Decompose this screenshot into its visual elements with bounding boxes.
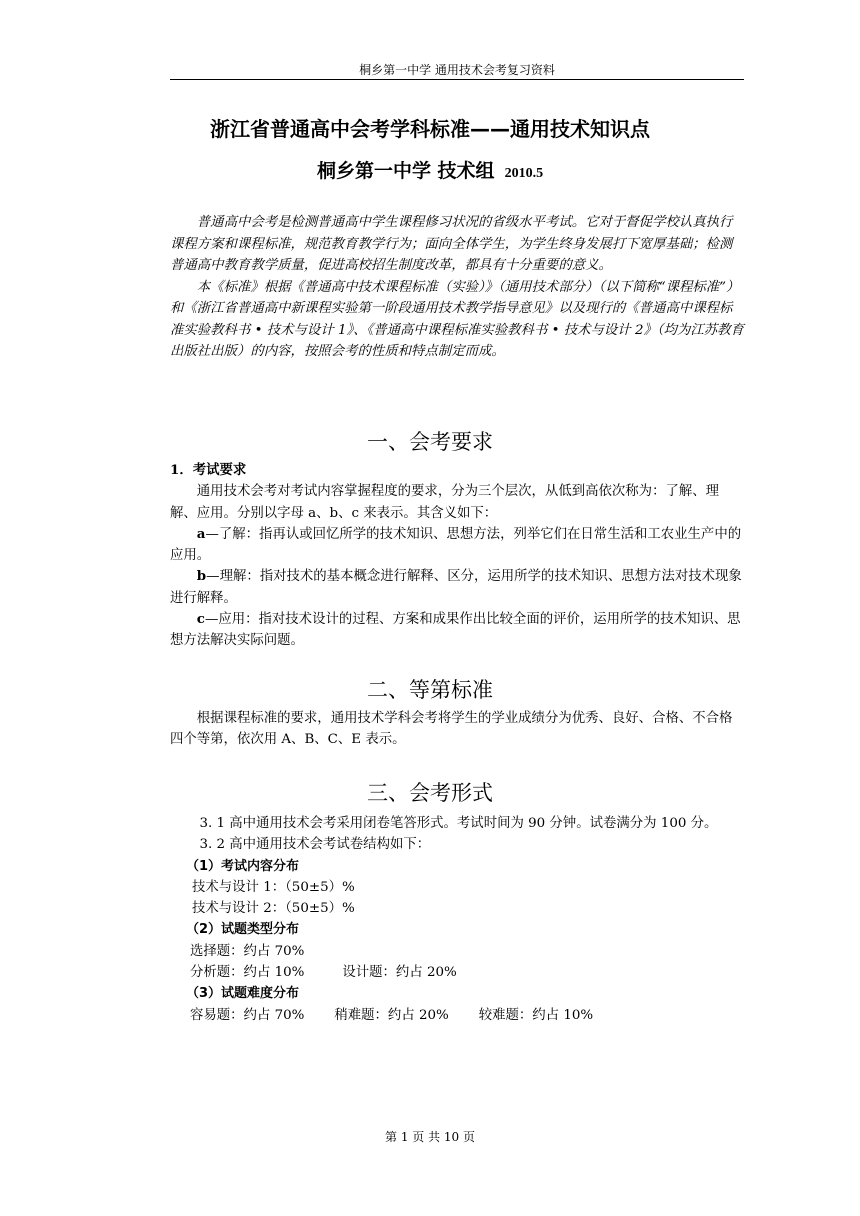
level-a-item	[170, 524, 744, 567]
analysis-design-ratio-row	[170, 962, 744, 983]
level-b-text: —理解：指对技术的基本概念进行解释、区分，运用所学的技术知识、思想方法对技术现象进行解释。	[170, 569, 742, 606]
choice-question-ratio: 选择题：约占 70%	[190, 943, 305, 959]
exam-form-paragraph: 3. 1 高中通用技术会考采用闭卷笔答形式。考试时间为 90 分钟。试卷满分为 100 分。	[199, 816, 718, 831]
paper-structure-paragraph: 3. 2 高中通用技术会考试卷结构如下：	[199, 837, 431, 853]
page-header: 桐乡第一中学 通用技术会考复习资料	[170, 62, 744, 80]
question-type-heading: （2）试题类型分布	[186, 922, 300, 938]
section-2-body	[170, 708, 744, 751]
analysis-question-ratio: 分析题：约占 10%	[190, 965, 305, 981]
grading-paragraph: 根据课程标准的要求，通用技术学科会考将学生的学业成绩分为优秀、良好、合格、不合格四个等第，依次用 A、B、C、E 表示。	[170, 711, 733, 748]
level-a-label: a	[196, 525, 206, 542]
level-b-label: b	[196, 568, 207, 585]
design-2-ratio: 技术与设计 2：（50±5）%	[192, 901, 355, 917]
content-distribution-heading: （1）考试内容分布	[186, 858, 300, 874]
intro-paragraph-1: 普通高中会考是检测普通高中学生课程修习状况的省级水平考试。它对于督促学校认真执行课程方案和课程标准，规范教育教学行为；面向全体学生，为学生终身发展打下宽厚基础；检测普通高中教育教学质量，促进高校招生制度改革，都具有十分重要的意义。	[170, 215, 733, 273]
level-c-text: —应用：指对技术设计的过程、方案和成果作出比较全面的评价，运用所学的技术知识、思想方法解决实际问题。	[170, 612, 741, 649]
difficulty-ratio-row	[170, 1005, 744, 1026]
easy-question-ratio: 容易题：约占 70%	[190, 1007, 305, 1023]
page-footer: 第 1 页 共 10 页	[385, 1130, 475, 1144]
section-2-heading: 二、等第标准	[367, 678, 493, 702]
section-3-heading: 三、会考形式	[367, 781, 493, 805]
requirements-paragraph: 通用技术会考对考试内容掌握程度的要求，分为三个层次，从低到高依次称为：了解、理解、应用。分别以字母 a、b、c 来表示。其含义如下：	[170, 484, 720, 521]
intro-paragraph-2: 本《标准》根据《普通高中技术课程标准（实验）》（通用技术部分）（以下简称“课程标准”）和《浙江省普通高中新课程实验第一阶段通用技术教学指导意见》以及现行的《普通高中课程标准实验教科书 • 技术与设计 1》、《普通高中课程标准实验教科书 • 技术与设计 2》（均为江苏教育出版社出版）的内容，按照会考的性质和特点制定而成。	[170, 279, 744, 359]
level-c-item	[170, 609, 744, 652]
section-3-body	[170, 813, 744, 1026]
subtitle-year: 2010.5	[504, 166, 544, 181]
design-1-ratio: 技术与设计 1：（50±5）%	[192, 879, 355, 895]
level-c-label: c	[196, 611, 205, 628]
level-b-item	[170, 566, 744, 609]
hard-question-ratio: 较难题：约占 10%	[478, 1007, 594, 1023]
section-1-heading: 一、会考要求	[367, 430, 493, 454]
intro-section	[170, 212, 744, 363]
medium-question-ratio: 稍难题：约占 20%	[334, 1007, 449, 1023]
section-1-body	[170, 460, 744, 652]
design-question-ratio: 设计题：约占 20%	[342, 965, 457, 981]
document-title: 浙江省普通高中会考学科标准——通用技术知识点	[210, 117, 650, 141]
level-a-text: —了解：指再认或回忆所学的技术知识、思想方法，列举它们在日常生活和工农业生产中的应用。	[170, 526, 742, 564]
subtitle-main: 桐乡第一中学 技术组	[316, 160, 495, 182]
difficulty-distribution-heading: （3）试题难度分布	[186, 986, 300, 1002]
exam-requirements-subheading: 1．考试要求	[170, 462, 247, 478]
document-subtitle	[0, 156, 860, 183]
